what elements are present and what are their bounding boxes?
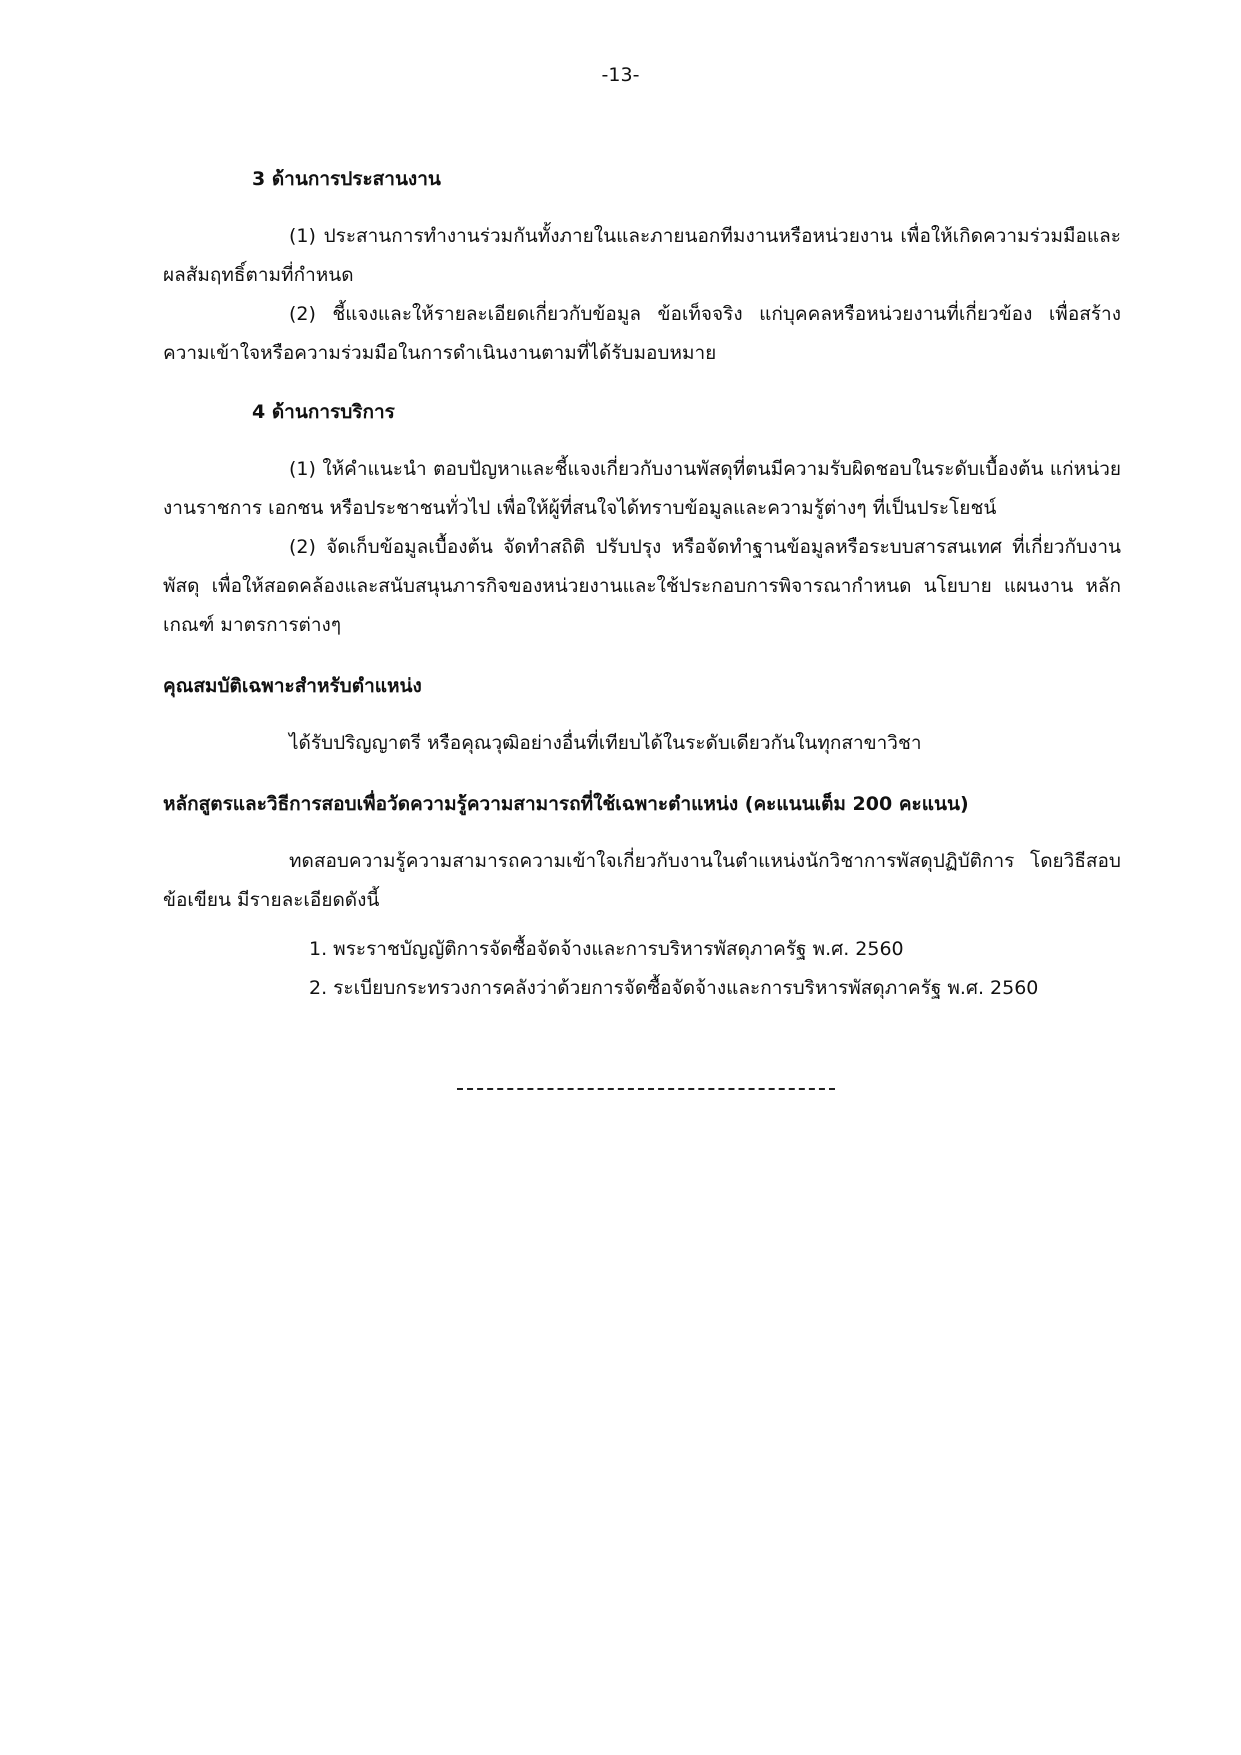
exam-topic-list [163, 930, 1121, 1008]
qualification-text: ได้รับปริญญาตรี หรือคุณวุฒิอย่างอื่นที่เทียบได้ในระดับเดียวกันในทุกสาขาวิชา [289, 732, 922, 754]
qualification-heading: คุณสมบัติเฉพาะสำหรับตำแหน่ง [163, 675, 422, 697]
section-paragraph: (2) จัดเก็บข้อมูลเบื้องต้น จัดทำสถิติ ปรับปรุง หรือจัดทำฐานข้อมูลหรือระบบสารสนเทศ ที่เกี่ยวกับงานพัสดุ เพื่อให้สอดคล้องและสนับสนุนภารกิจของหน่วยงานและใช้ประกอบการพิจารณากำหนด นโยบาย แผนงาน หลักเกณฑ์ มาตรการต่างๆ [163, 536, 1121, 636]
exam-heading: หลักสูตรและวิธีการสอบเพื่อวัดความรู้ความสามารถที่ใช้เฉพาะตำแหน่ง (คะแนนเต็ม 200 คะแนน) [163, 793, 969, 815]
section-paragraph: (1) ประสานการทำงานร่วมกันทั้งภายในและภายนอกทีมงานหรือหน่วยงาน เพื่อให้เกิดความร่วมมือและผลสัมฤทธิ์ตามที่กำหนด [163, 225, 1121, 286]
end-divider [457, 1088, 835, 1090]
section-paragraph: (1) ให้คำแนะนำ ตอบปัญหาและชี้แจงเกี่ยวกับงานพัสดุที่ตนมีความรับผิดชอบในระดับเบื้องต้น แก่หน่วยงานราชการ เอกชน หรือประชาชนทั่วไป เพื่อให้ผู้ที่สนใจได้ทราบข้อมูลและความรู้ต่างๆ ที่เป็นประโยชน์ [163, 458, 1121, 519]
section-paragraph: (2) ชี้แจงและให้รายละเอียดเกี่ยวกับข้อมูล ข้อเท็จจริง แก่บุคคลหรือหน่วยงานที่เกี่ยวข้อง เพื่อสร้างความเข้าใจหรือความร่วมมือในการดำเนินงานตามที่ได้รับมอบหมาย [163, 303, 1121, 364]
exam-intro: ทดสอบความรู้ความสามารถความเข้าใจเกี่ยวกับงานในตำแหน่งนักวิชาการพัสดุปฏิบัติการ โดยวิธีสอบข้อเขียน มีรายละเอียดดังนี้ [163, 850, 1121, 911]
exam-block [163, 785, 1121, 1008]
exam-topic-item: 1. พระราชบัญญัติการจัดซื้อจัดจ้างและการบริหารพัสดุภาครัฐ พ.ศ. 2560 [309, 938, 904, 960]
document-body [163, 160, 1121, 1008]
section-service [163, 393, 1121, 645]
qualification-block [163, 667, 1121, 763]
section-coordination [163, 160, 1121, 373]
section-heading: 4 ด้านการบริการ [252, 401, 395, 423]
exam-topic-item: 2. ระเบียบกระทรวงการคลังว่าด้วยการจัดซื้อจัดจ้างและการบริหารพัสดุภาครัฐ พ.ศ. 2560 [309, 977, 1039, 999]
section-heading: 3 ด้านการประสานงาน [252, 168, 441, 190]
page-number: -13- [601, 64, 640, 86]
